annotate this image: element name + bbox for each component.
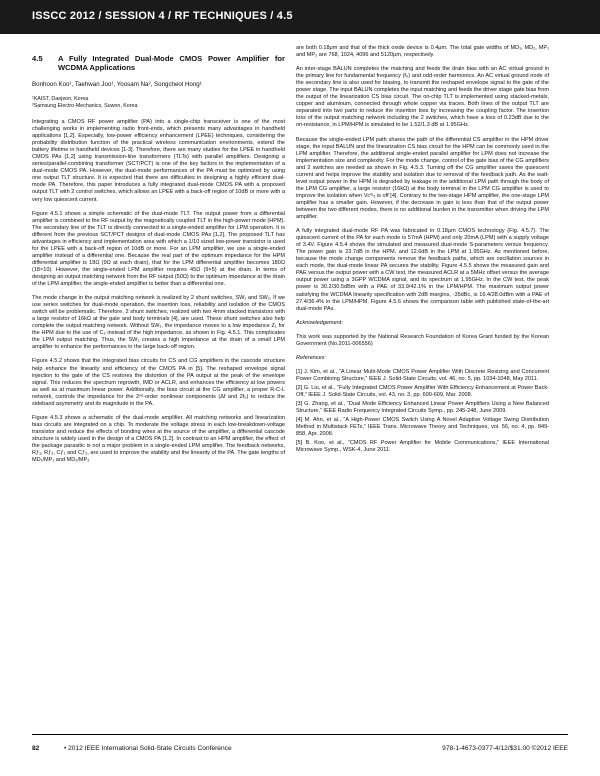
left-paragraph-1: Integrating a CMOS RF power amplifier (PA) into a single-chip transceiver is one of the most challenging works in implementing radio front-ends, which presents many advantages in handheld applications [1,2]. Especially, low-power efficiency enhancement (LPEE) techniques, considering the probability distribution function of the practical wireless communication environments, extend the battery lifetime in handheld devices [1-3]. Therefore, there are many studies for the LPEE in handheld CMOS PAs [1,2] using transmission-line transformers (TLTs) with parallel amplifiers. Designing a series/parallel-combining transformer (SCT/PCT) is one of the key factors in the implementation of a dual-mode CMOS PA. However, the dual-mode performances of the PA must be optimized by using one output TLT structure. It is expected that there are difficulties in designing a highly efficient dual-mode PA. Therefore, this paper introduces a fully integrated dual-mode CMOS PA with a proposed output TLT with 2 control switches, which allows an LPEE with a back-off region of 10dB or more with a very low quiescent current. <box>32 119 285 203</box>
footer-divider <box>32 734 568 735</box>
paper-number: 4.5 <box>32 54 43 63</box>
paper-authors: Bonhoon Koo¹, Taehwan Joo¹, Yoosam Na², Songcheol Hong¹ <box>32 81 202 88</box>
header-bar <box>0 0 600 34</box>
reference-1: [1] J. Kim, et al., “A Linear Multi-Mode CMOS Power Amplifier With Discrete Resizing and Concurrent Power Combining Structure,” IEEE J. Solid-State Circuits, vol. 46, no. 5, pp. 1034-1048, May 2011. <box>296 368 549 382</box>
footer-isbn: 978-1-4673-0377-4/12/$31.00 ©2012 IEEE <box>442 745 568 752</box>
header-title: ISSCC 2012 / SESSION 4 / RF TECHNIQUES / 4.5 <box>32 10 293 22</box>
acknowledgement-text: This work was supported by the National Research Foundation of Korea Grant funded by the Korean Government (No.2011-006556) <box>296 333 549 347</box>
right-paragraph-4: A fully integrated dual-mode RF PA was fabricated in 0.18μm CMOS technology (Fig. 4.5.7). The quiescent current of the PA for each mode is 57mA (HPM) and only 20mA (LPM) with a supply voltage of 3.4V. Figure 4.5.4 shows the simulated and measured dual-mode S-parameters versus frequency. The power gain is 23.7dB in the HPM, and 12.6dB in the LPM at 1.95GHz. As mentioned before, because the mode change components remove the feedback paths, which are oscillation sources in each mode, the dual-mode linear PA secures the stability. Figure 4.5.5 shows the measured gain and PAE versus the output power with a CW test, the measured ACLR at a 5MHz offset versus the average output power using a 3GPP WCDMA signal, and its spectrum at 1.95GHz. In the CW test, the peak power is 30.2/30.5dBm with a PAE of 33.9/42.1% in the LPM/HPM. The maximum output power satisfying the WCDMA linearity specification with 2dB margins, -35dBc, is 16.4/28.0dBm with a PAE of 27.4/36.4% in the LPM/HPM. Figure 4.5.6 shows the comparison table with published state-of-the-art dual-mode PAs. <box>296 228 549 312</box>
right-paragraph-2: An inter-stage BALUN completes the matching and feeds the drain bias with an AC virtual ground in the primary line for fundamental frequency (f₀) and odd-order harmonics. An AC virtual ground node of the secondary line is also used for biasing, to transmit the reshaped envelope signal to the gate of the power stage. The input BALUN completes the input matching and feeds the driver stage gate bias from the output of the linearization CS bias circuit. The on-chip TLT is implemented using stacked-metals, copper and aluminum, connected through whole copper via traces. Both lines of the output TLT are separated into two parts to reduce the insertion loss by increasing the coupling factor. The insertion loss of the output matching network including the 2 switches, which have a loss of 0.23dB due to the on-resistance, in LPM/HPM is simulated to be 1.52/1.3 dB at 1.95GHz. <box>296 66 549 129</box>
acknowledgement-heading: Acknowledgement: <box>296 319 343 326</box>
reference-3: [3] G. Zhang, et al., “Dual Mode Efficiency Enhanced Linear Power Amplifiers Using a New Balanced Structure,” IEEE Radio Frequency Integrated Circuits Symp., pp. 245-248, June 2009. <box>296 401 549 415</box>
affiliations <box>32 96 285 110</box>
reference-2: [2] G. Liu, et al., “Fully Integrated CMOS Power Amplifier With Efficiency Enhancement at Power Back-Off,” IEEE J. Solid-State Circuits, vol. 43, no. 3, pp. 600-609, Mar. 2008. <box>296 384 549 398</box>
affiliation-1: ¹KAIST, Daejeon, Korea <box>32 96 89 102</box>
right-column <box>296 45 549 456</box>
paper-title: A Fully Integrated Dual-Mode CMOS Power Amplifier for WCDMA Applications <box>58 54 285 72</box>
left-paragraph-2: Figure 4.5.1 shows a simple schematic of the dual-mode TLT. The output power from a differential amplifier is combined to the RF output by the magnetically coupled TLT in the high-power mode (HPM). The secondary line of the TLT is directly connected to a single-ended amplifier for LPM operation. It is different from the previous SCT/PCT designs of dual-mode CMOS PAs [1,2]. The proposed TLT has advantages in efficiency and implementation area with which a 1/10 sized low-power transistor is used for the LPEE with a back-off region of 10dB or more. For an LPM amplifier, we use a single-ended amplifier instead of a differential one. Because the real part of the optimum impedance for the HPM differential amplifier is 18Ω (9Ω at each drain), that for the LPM differential amplifier becomes 180Ω (18×10). However, the single-ended LPM amplifier requires 45Ω (9×5) at the drain. In terms of designing an output matching network from the RF output (50Ω) to the optimum impedance at the drain of the LPM amplifier, the single-ended amplifier is better than a differential one. <box>32 210 285 288</box>
page-number: 82 <box>32 745 40 752</box>
left-paragraph-4: Figure 4.5.2 shows that the integrated bias circuits for CS and CG amplifiers in the cascode structure help enhance the linearity and efficiency of the CMOS PA in [5]. The reshaped envelope signal injection to the gate of the CS restores the distortion of the PA output at the peak of the envelope signal. This reduces the spectrum regrowth, IMD or ACLR, and enhances the efficiency at low powers as well as at maximum linear power. Additionally, the bias circuit at the CG amplifier, a proper R-C-L network, controls the impedance for the 2ⁿᵈ-order nonlinear components (Δf and 2f₀) to reduce the sideband asymmetry and its magnitude in the PA. <box>32 358 285 407</box>
left-column <box>32 54 285 471</box>
footer-conference: • 2012 IEEE International Solid-State Circuits Conference <box>64 745 232 752</box>
left-paragraph-5: Figure 4.5.3 shows a schematic of the dual-mode amplifier. All matching networks and linearization bias circuits are integrated on a chip. To moderate the voltage stress in each low-breakdown-voltage transistor and reduce the effects of bonding wires at the source of the amplifier, a differential cascode structure is widely used in the design of a CMOS PA [1,2]. In contrast to an HPM amplifier, the effect of the package parasitic is not a major problem in a single-ended LPM amplifier. The feedback networks, Rƒ₁, Rƒ₂, Cƒ₁ and Cƒ₂, are used to improve the stability and the linearity of the PA. The gate lengths of MD₁/MP₁ and MD₂/MP₂ <box>32 414 285 464</box>
reference-4: [4] M. Ahn, et al., “A High-Power CMOS Switch Using A Novel Adaptive Voltage Swing Distribution Method in Multistack FETs,” IEEE Trans. Microwave Theory and Techniques, vol. 56, no. 4, pp. 849-858, Apr. 2008. <box>296 417 549 438</box>
references-list <box>296 369 549 455</box>
right-paragraph-3: Because the single-ended LPM path shares the path of the differential CS amplifier in the HPM driver stage, the input BALUN and the linearization CS bias circuit for the HPM can be commonly used in the LPM amplifier. Therefore, the additional single-ended parallel amplifier for LPM does not increase the implementation size and complexity. For the mode change, control of the gate bias of the CG amplifiers and 2 switches are needed as shown in Fig. 4.5.3. Turning off the CG amplifier saves the quiescent current and helps improve the stability and isolation due to removal of the feedback path. As the watt-level output power in the HPM is degraded by leakage in the additional LPM path through the body of the LPM CG amplifier, a large resistor (16kΩ) at the body terminal in the LPM CG amplifier is used to improve the isolation when Vᴄᴳ₃ is off [4]. Contrary to the two-stage HPM amplifier, the one-stage LPM amplifier has a smaller gain. However, if the decrease in gain is less than that of the output power between the two different modes, there is no additional burden in the transmitter when driving the LPM amplifier. <box>296 136 549 221</box>
affiliation-2: ²Samsung Electro-Mechanics, Suwon, Korea <box>32 103 138 109</box>
left-paragraph-3: The mode change in the output matching network is realized by 2 shunt switches, SW₁ and SW₂. If we use series switches for dual-mode operation, the insertion loss, reliability and isolation of the CMOS switch will be problematic. Therefore, 2 shunt switches, realized with two 4mm stacked transistors with a large resistor of 16kΩ at the gate and body terminals [4], are used. These shunt switches also help complete the output matching network. Without SW₁, the impedance moves to a low impedance Z₁ for the HPM due to the use of C₂ instead of the high impedance, as shown in Fig. 4.5.1. This complicates the LPM output matching. Thus, the SW₁ creates a high impedance at the drain of a small LPM amplifier to enhance the performances in the large back-off region. <box>32 295 285 351</box>
reference-5: [5] B. Koo, et al., “CMOS RF Power Amplifier for Mobile Communications,” IEEE International Microwave Symp., WSK-4, June 2011. <box>296 440 549 454</box>
right-paragraph-1: are both 0.18μm and that of the thick oxide device is 0.4μm. The total gate widths of MD₁, MD₂, MP₁ and MP₂ are 768, 1024, 4096 and 5120μm, respectively. <box>296 45 549 59</box>
paper-title-row <box>32 54 285 72</box>
references-heading: References: <box>296 354 326 361</box>
